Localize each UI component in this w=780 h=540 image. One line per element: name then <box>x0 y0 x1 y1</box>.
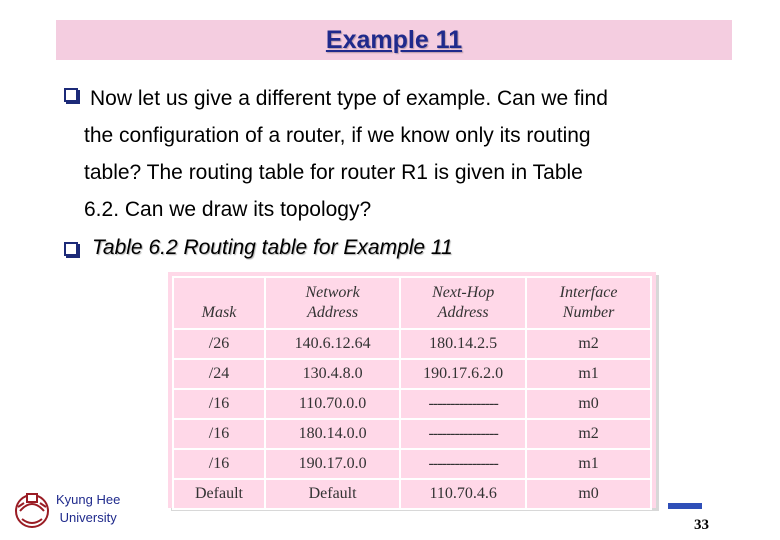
cell-next-hop: 190.17.6.2.0 <box>400 359 526 389</box>
cell-interface: m0 <box>526 389 651 419</box>
cell-mask: /26 <box>173 329 265 359</box>
paragraph-line-3: table? The routing table for router R1 is given in Table <box>84 161 583 184</box>
cell-next-hop: 110.70.4.6 <box>400 479 526 509</box>
cell-interface: m2 <box>526 419 651 449</box>
table-row <box>173 359 651 389</box>
university-name: Kyung Hee University <box>56 492 121 525</box>
body-paragraph <box>84 80 734 228</box>
table-header-row <box>173 277 651 329</box>
paragraph-line-1: Now let us give a different type of example. Can we find <box>90 87 608 110</box>
cell-network-address: 180.14.0.0 <box>265 419 400 449</box>
slide-title: Example 11 <box>325 25 463 54</box>
routing-table-container <box>168 272 656 508</box>
cell-mask: /16 <box>173 419 265 449</box>
cell-mask: /24 <box>173 359 265 389</box>
cell-network-address: 110.70.0.0 <box>265 389 400 419</box>
cell-next-hop: ---------------- <box>400 449 526 479</box>
header-interface-number: Interface Number <box>526 277 651 329</box>
header-network-address: Network Address <box>265 277 400 329</box>
university-logo-icon <box>12 489 52 529</box>
cell-network-address: 140.6.12.64 <box>265 329 400 359</box>
cell-next-hop: ---------------- <box>400 389 526 419</box>
page-number: 33 <box>694 517 709 533</box>
header-next-hop-address: Next-Hop Address <box>400 277 526 329</box>
cell-network-address: Default <box>265 479 400 509</box>
cell-interface: m1 <box>526 449 651 479</box>
cell-interface: m2 <box>526 329 651 359</box>
bullet-icon <box>64 242 78 256</box>
bullet-icon <box>64 88 78 102</box>
title-bar <box>56 20 732 60</box>
cell-next-hop: 180.14.2.5 <box>400 329 526 359</box>
cell-next-hop: ---------------- <box>400 419 526 449</box>
cell-network-address: 190.17.0.0 <box>265 449 400 479</box>
table-row <box>173 449 651 479</box>
cell-mask: /16 <box>173 389 265 419</box>
paragraph-line-2: the configuration of a router, if we know only its routing <box>84 124 591 147</box>
cell-network-address: 130.4.8.0 <box>265 359 400 389</box>
routing-table <box>172 276 652 510</box>
paragraph-line-4: 6.2. Can we draw its topology? <box>84 198 372 221</box>
table-row <box>173 479 651 509</box>
header-mask: Mask <box>173 277 265 329</box>
table-row <box>173 419 651 449</box>
table-caption: Table 6.2 Routing table for Example 11 <box>92 236 453 259</box>
cell-interface: m0 <box>526 479 651 509</box>
page-accent-bar <box>668 503 702 509</box>
cell-mask: /16 <box>173 449 265 479</box>
cell-interface: m1 <box>526 359 651 389</box>
cell-mask: Default <box>173 479 265 509</box>
table-row <box>173 389 651 419</box>
table-row <box>173 329 651 359</box>
